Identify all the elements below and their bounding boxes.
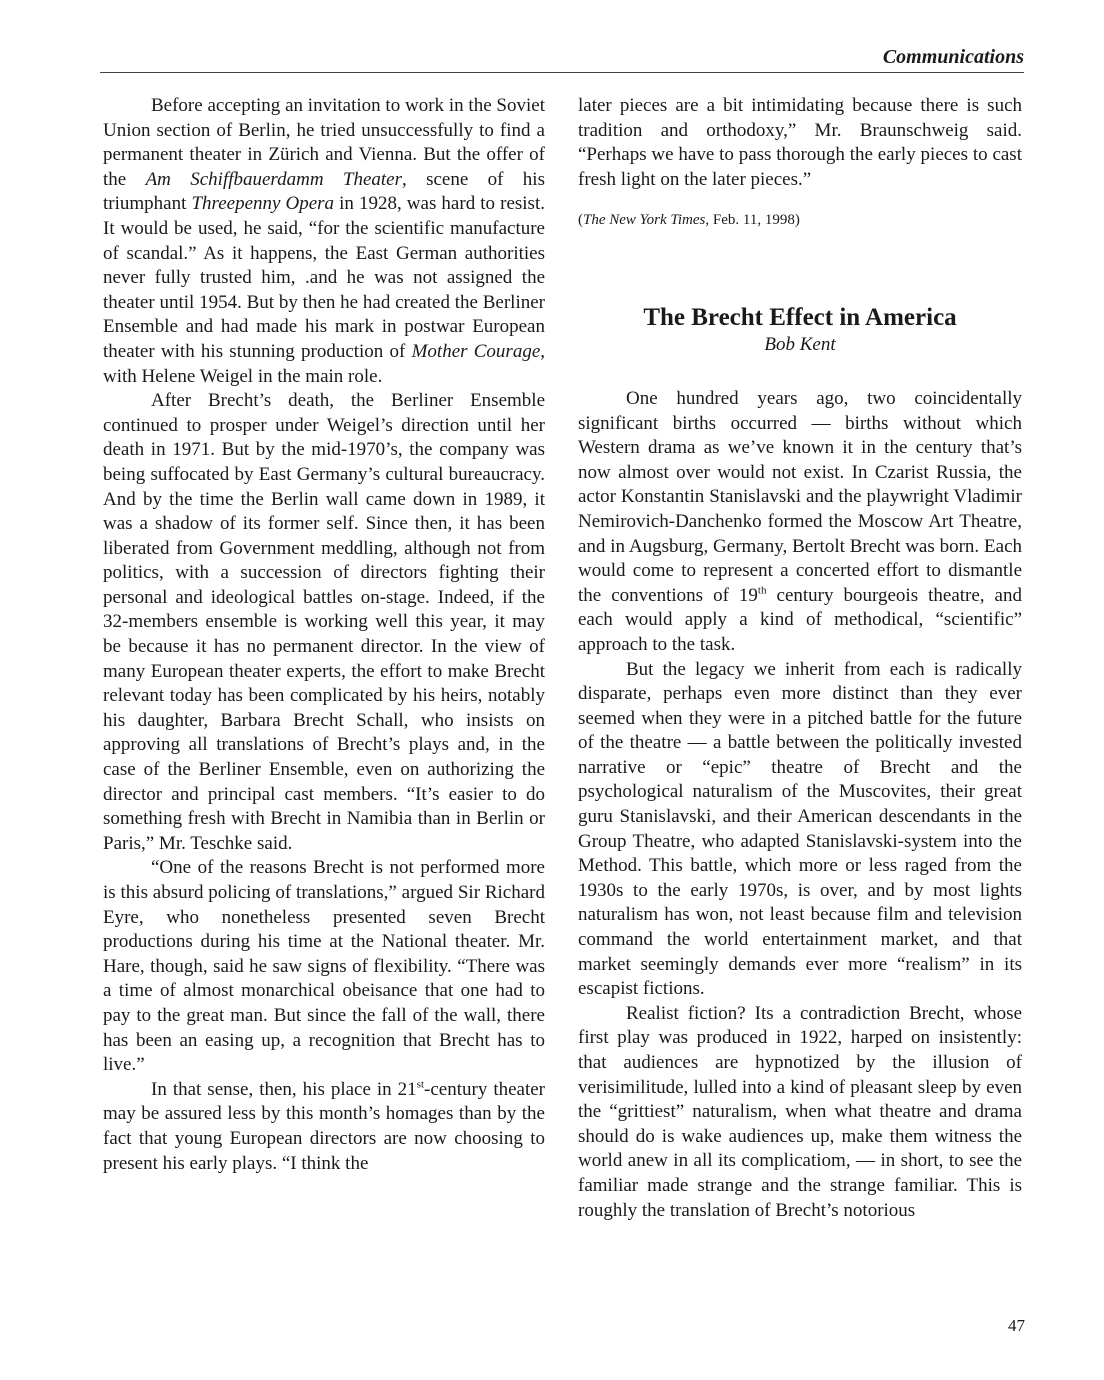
right-column (578, 94, 1022, 1223)
citation (578, 208, 1022, 233)
article-author: Bob Kent (764, 333, 836, 355)
citation-date: , Feb. 11, 1998) (705, 212, 800, 229)
left-p4-superscript: st (416, 1078, 425, 1091)
left-column (103, 94, 545, 1176)
left-p4-text-after: -century theater may be assured less by this month’s homages than by the fact that young European directors are now choosing to present his early plays. “I think the (103, 1078, 546, 1174)
right-p1-text-after: century bourgeois theatre, and each would apply a kind of methodical, “scientific” approach to the task. (578, 584, 1022, 655)
left-paragraph-2: After Brecht’s death, the Berliner Ensemble continued to prosper under Weigel’s direction until her death in 1971. But by the mid-1970’s, the company was being suffocated by East Germany’s cultural bureaucracy. And by the time the Berlin wall came down in 1989, it was a shadow of its former self. Since then, it has been liberated from Government meddling, although not from politics, with a succession of directors fighting their personal and ideological battles on-stage. Indeed, if the 32-members ensemble is working well this year, it may be because it has no permanent director. In the view of many European theater experts, the effort to make Brecht relevant today has been complicated by his heirs, notably his daughter, Barbara Brecht Schall, who insists on approving all translations of Brecht’s plays and, in the case of the Berliner Ensemble, even on authorizing the director and principal cast members. “It’s easier to do something fresh with Brecht in Namibia than in Berlin or Paris,” Mr. Teschke said. (103, 390, 545, 854)
italic-title: Threepenny Opera (191, 193, 335, 215)
right-paragraph-3: Realist fiction? Its a contradiction Brecht, whose first play was produced in 1922, harped on insistently: that audiences are hypnotized by the illusion of verisimilitude, lulled into a kind of pleasant sleep by even the “grittiest” naturalism, when what theatre and drama should do is wake audiences up, make them witness the world anew in all its complicatiom, — in short, to see the familiar made strange and the strange familiar. This is roughly the translation of Brecht’s notorious (578, 1002, 1022, 1221)
right-p1-superscript: th (757, 584, 767, 597)
italic-title: Mother Courage (411, 340, 541, 362)
page-number: 47 (1008, 1316, 1025, 1335)
text-run: , scene of his triumphant (103, 168, 545, 215)
left-p4-text-before: In that sense, then, his place in 21 (151, 1078, 417, 1100)
right-paragraph-1 (578, 387, 1022, 658)
text-run: in 1928, was hard to resist. It would be used, he said, “for the scientific manufacture of scandal.” As it happens, the East German authorities never fully trusted him, .and he was not assigned the theater until 1954. But by then he had created the Berliner Ensemble and had made his mark in postwar European theater with his stunning production of (103, 193, 545, 362)
right-paragraph-2: But the legacy we inherit from each is radically disparate, perhaps even more distinct than they ever seemed when they were in a pitched battle for the future of the theatre — a battle between the politically invested narrative or “epic” theatre of Brecht and the psychological naturalism of the Muscovites, their great guru Stanislavski, and their American descendants in the Group Theatre, who adapted Stanislavski-system into the Method. This battle, which more or less raged from the 1930s to the early 1970s, is over, and by most lights naturalism has won, not least because film and television command the world entertainment market, and that market seemingly demands ever more “realism” in its escapist fictions. (578, 658, 1022, 1000)
left-paragraph-3: “One of the reasons Brecht is not performed more is this absurd policing of translations,” argued Sir Richard Eyre, who nonetheless presented seven Brecht productions during his time at the National theater. Mr. Hare, though, said he saw signs of flexibility. “There was a time of almost monarchical obeisance that one had to pay to the great man. But since the fall of the wall, there has been an easing up, a recognition that Brecht has to live.” (103, 857, 545, 1076)
citation-paren: ( (578, 212, 583, 229)
text-run: , with Helene Weigel in the main role. (103, 340, 546, 387)
italic-title: Am Schiffbauerdamm Theater (145, 168, 403, 190)
section-header: Communications (882, 46, 1024, 68)
citation-source: The New York Times (583, 212, 706, 229)
article-title: The Brecht Effect in America (643, 303, 957, 331)
right-p1-text-before: One hundred years ago, two coincidentally significant births occurred — births without which Western drama as we’ve known it in the century that’s now almost over would not exist. In Czarist Russia, the actor Konstantin Stanislavski and the playwright Vladimir Nemirovich-Danchenko formed the Moscow Art Theatre, and in Augsburg, Germany, Bertolt Brecht was born. Each would come to represent a concerted effort to dismantle the conventions of 19 (578, 387, 1022, 606)
text-run: Before accepting an invitation to work in the Soviet Union section of Berlin, he tried unsuccessfully to find a permanent theater in Zürich and Vienna. But the offer of the (103, 95, 545, 190)
left-paragraph-1 (103, 94, 545, 389)
header-rule (100, 72, 1024, 73)
left-paragraph-4 (103, 1078, 545, 1176)
right-continuation: later pieces are a bit intimidating because there is such tradition and orthodoxy,” Mr. Braunschweig said. “Perhaps we have to pass thorough the early pieces to cast fresh light on the later pieces.” (578, 95, 1022, 190)
